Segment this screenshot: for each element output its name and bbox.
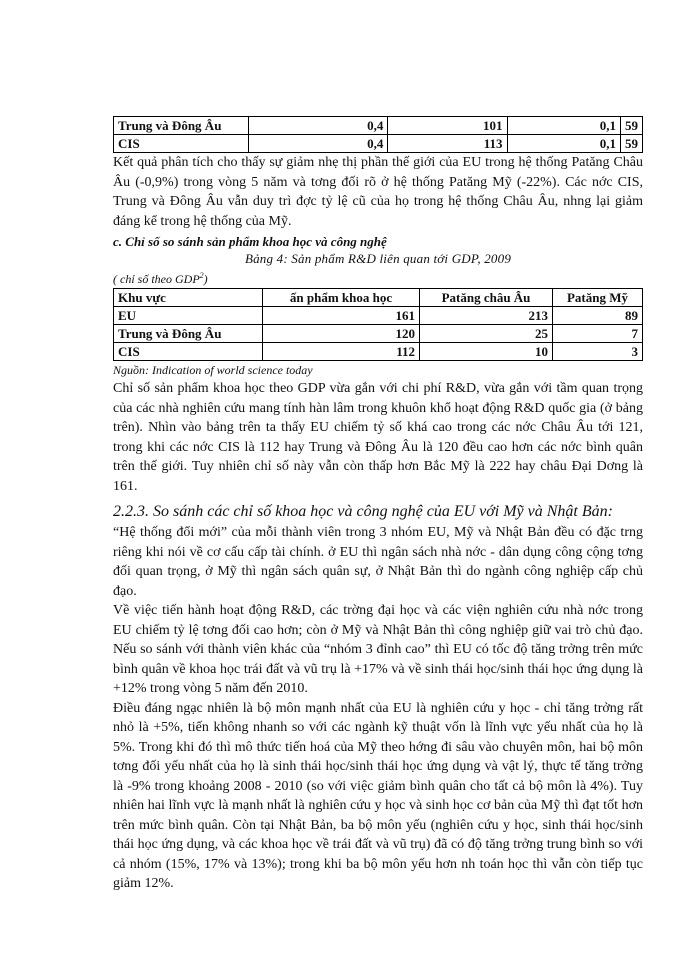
table-cell: 25: [420, 325, 553, 343]
table-cell: 213: [420, 307, 553, 325]
column-header: Patăng Mỹ: [553, 289, 643, 307]
table-source: Nguồn: Indication of world science today: [113, 363, 313, 377]
paragraph: “Hệ thống đổi mới” của mỗi thành viên trong 3 nhóm EU, Mỹ và Nhật Bản đều có đặc trng riêng khi nói về cơ cấu cấp tài chính. ở EU thì ngân sách nhà nớc - dân dụng công cộng tơng đối quan trọng, ở Mỹ thì ngân sách quân sự, ở Nhật Bản thì do ngành công nghiệp cấp chủ đạo.: [113, 525, 643, 599]
table-row: [114, 135, 643, 153]
column-header: Khu vực: [114, 289, 263, 307]
table-cell: 161: [263, 307, 420, 325]
paragraph: Kết quả phân tích cho thấy sự giảm nhẹ thị phần thế giới của EU trong hệ thống Patăng Châu Âu (-0,9%) trong vòng 5 năm và tơng đối rõ ở hệ thống Patăng Mỹ (-22%). Các nớc CIS, Trung và Đông Âu vẫn duy trì đợc tỷ lệ cũ của họ trong hệ thống Châu Âu, nhng lại giảm đáng kể trong hệ thống của Mỹ.: [113, 155, 643, 229]
table-cell: 0,4: [248, 135, 387, 153]
unit-close: ): [203, 272, 208, 286]
table-title: Bảng 4: Sản phẩm R&D liên quan tới GDP, 2009: [244, 251, 512, 266]
table-cell: 120: [263, 325, 420, 343]
table-cell: 0,4: [248, 117, 387, 135]
paragraph: Điều đáng ngạc nhiên là bộ môn mạnh nhất của EU là nghiên cứu y học - chỉ tăng trởng rất nhỏ là +5%, tiến không nhanh so với các ngành kỹ thuật vốn là lĩnh vực yếu nhất của họ là 5%. Trong khi đó thì mô thức tiến hoá của Mỹ theo hớng đi sâu vào chuyên môn, hai bộ môn tơng đối yếu nhất của họ là sinh thái học/sinh thái học ứng dụng và vật lý, thực tế tăng trởng là -9% trong khoảng 2008 - 2010 (so với việc giảm bình quân cho tất cả bộ môn là 4%). Tuy nhiên hai lĩnh vực là mạnh nhất là nghiên cứu y học và sinh học cơ bản của Mỹ thì đạt tốt hơn trên mức bình quân. Còn tại Nhật Bản, ba bộ môn yếu (nghiên cứu y học, sinh thái học/sinh thái học ứng dụng, và các khoa học về trái đất và vũ trụ) đã có độ tăng trởng trung bình so với cả nhóm (15%, 17% và 13%); trong khi ba bộ môn yếu hơn nh toán học thì vẫn còn tiếp tục giảm 12%.: [113, 700, 643, 891]
table-header-row: [114, 289, 643, 307]
paragraph: Về việc tiến hành hoạt động R&D, các trờng đại học và các viện nghiên cứu nhà nớc trong EU chiếm tỷ lệ tơng đối cao hơn; còn ở Mỹ và Nhật Bản thì công nghiệp giữ vai trò chủ đạo. Nếu so sánh với thành viên khác của “nhóm 3 đỉnh cao” thì EU có tốc độ tăng trởng trên mức bình quân về khoa học trái đất và vũ trụ là +17% và về sinh thái học/sinh thái học ứng dụng là +12% trong vòng 5 năm đến 2010.: [113, 603, 643, 696]
table-cell: Trung và Đông Âu: [114, 325, 263, 343]
section-heading: 2.2.3. So sánh các chỉ số khoa học và công nghệ của EU với Mỹ và Nhật Bản:: [113, 503, 613, 520]
table-cell: 0,1: [507, 117, 620, 135]
table-cell: EU: [114, 307, 263, 325]
table-top-fragment: [113, 116, 643, 153]
table-row: [114, 343, 643, 361]
column-header: Patăng châu Âu: [420, 289, 553, 307]
table-cell: 0,1: [507, 135, 620, 153]
table-4: [113, 288, 643, 361]
table-row: [114, 307, 643, 325]
table-row: [114, 117, 643, 135]
table-cell: 101: [388, 117, 507, 135]
table-cell: CIS: [114, 135, 249, 153]
table-cell: 89: [553, 307, 643, 325]
table-cell: 113: [388, 135, 507, 153]
table-unit: [113, 267, 643, 288]
table-cell: 59: [621, 135, 643, 153]
table-cell: CIS: [114, 343, 263, 361]
unit-text: ( chỉ số theo GDP: [113, 272, 200, 286]
table-cell: Trung và Đông Âu: [114, 117, 249, 135]
table-row: [114, 325, 643, 343]
unit-superscript: 2: [199, 271, 204, 280]
table-cell: 10: [420, 343, 553, 361]
document-page: [113, 116, 643, 894]
table-cell: 3: [553, 343, 643, 361]
table-cell: 7: [553, 325, 643, 343]
paragraph: Chỉ số sản phẩm khoa học theo GDP vừa gắn với chi phí R&D, vừa gắn với tầm quan trọng của các nhà nghiên cứu mang tính hàn lâm trong khuôn khổ hoạt động R&D quốc gia (ở bảng trên). Nhìn vào bảng trên ta thấy EU chiếm tỷ số khá cao trong các nớc Châu Âu tới 121, trong khi các nớc CIS là 112 hay Trung và Đông Âu là 120 đều cao hơn các nớc bình quân trên thế giới. Tuy nhiên chỉ số này vẫn còn thấp hơn Bắc Mỹ là 222 hay châu Đại Dơng là 161.: [113, 381, 643, 494]
table-cell: 112: [263, 343, 420, 361]
subsection-heading: c. Chỉ số so sánh sản phẩm khoa học và công nghệ: [113, 234, 387, 249]
table-cell: 59: [621, 117, 643, 135]
column-header: ấn phẩm khoa học: [263, 289, 420, 307]
